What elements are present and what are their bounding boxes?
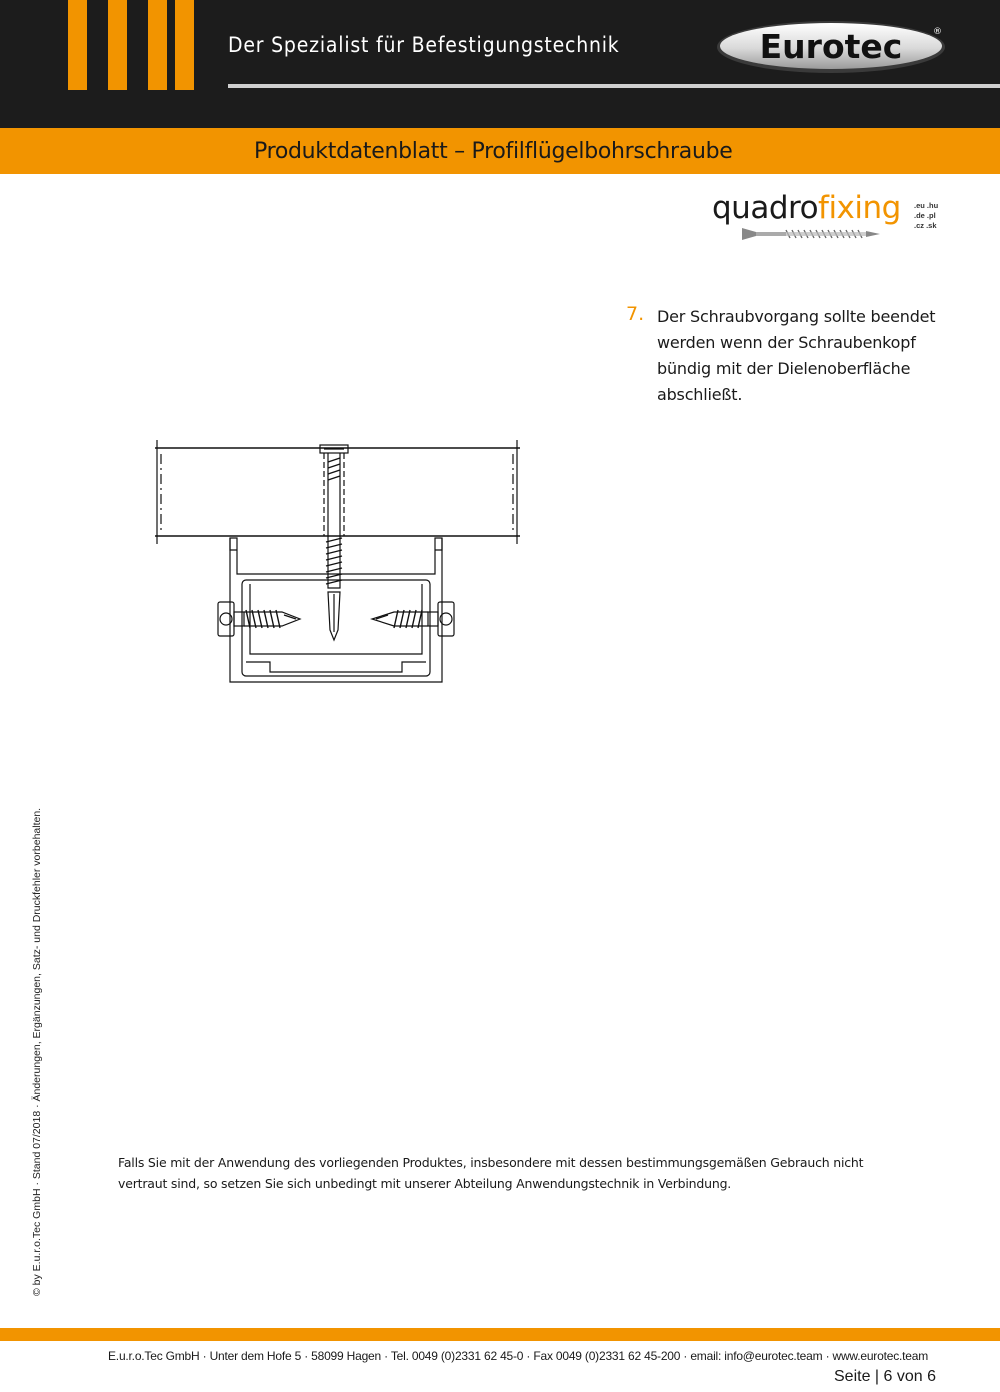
header-divider bbox=[228, 84, 1000, 88]
usage-notice: Falls Sie mit der Anwendung des vorliegenden Produktes, insbesondere mit dessen bestimmungsgemäßen Gebrauch nicht vertraut sind, so setzen Sie sich unbedingt mit unserer Abteilung Anwendungstechnik in Verbindung. bbox=[118, 1155, 864, 1191]
page-title bbox=[254, 139, 733, 164]
page-title-bold: Produktdatenblatt – bbox=[254, 139, 472, 164]
svg-text:Eurotec: Eurotec bbox=[759, 27, 903, 66]
header-stripe bbox=[148, 0, 167, 90]
footer-address: E.u.r.o.Tec GmbH · Unter dem Hofe 5 · 58099 Hagen · Tel. 0049 (0)2331 62 45-0 · Fax 0049 (0)2331 62 45-200 · email: info@eurotec.team · www.eurotec.team bbox=[108, 1349, 929, 1363]
step-description: Der Schraubvorgang sollte beendet werden wenn der Schraubenkopf bündig mit der Dielenoberfläche abschließt. bbox=[657, 307, 936, 404]
page-number: Seite | 6 von 6 bbox=[834, 1368, 936, 1385]
quadrofixing-word-orange: fixing bbox=[818, 190, 901, 226]
quadrofixing-domains: .eu .hu .de .pl .cz .sk bbox=[914, 201, 939, 230]
eurotec-logo bbox=[716, 20, 948, 74]
header-stripe bbox=[68, 0, 87, 90]
page-title-product: Profilflügelbohrschraube bbox=[471, 139, 733, 164]
copyright-note: © by E.u.r.o.Tec GmbH · Stand 07/2018 · Änderungen, Ergänzungen, Satz- und Druckfehler vorbehalten. bbox=[31, 807, 43, 1296]
header-tagline: Der Spezialist für Befestigungstechnik bbox=[228, 33, 620, 57]
quadrofixing-logo bbox=[712, 190, 901, 226]
installation-drawing bbox=[150, 432, 525, 684]
footer-bar bbox=[0, 1328, 1000, 1341]
step-number: 7. bbox=[626, 303, 645, 325]
header-stripe bbox=[175, 0, 194, 90]
svg-text:®: ® bbox=[933, 27, 942, 37]
screw-icon bbox=[742, 226, 880, 242]
quadrofixing-word-dark: quadro bbox=[712, 190, 819, 226]
header-stripe bbox=[108, 0, 127, 90]
